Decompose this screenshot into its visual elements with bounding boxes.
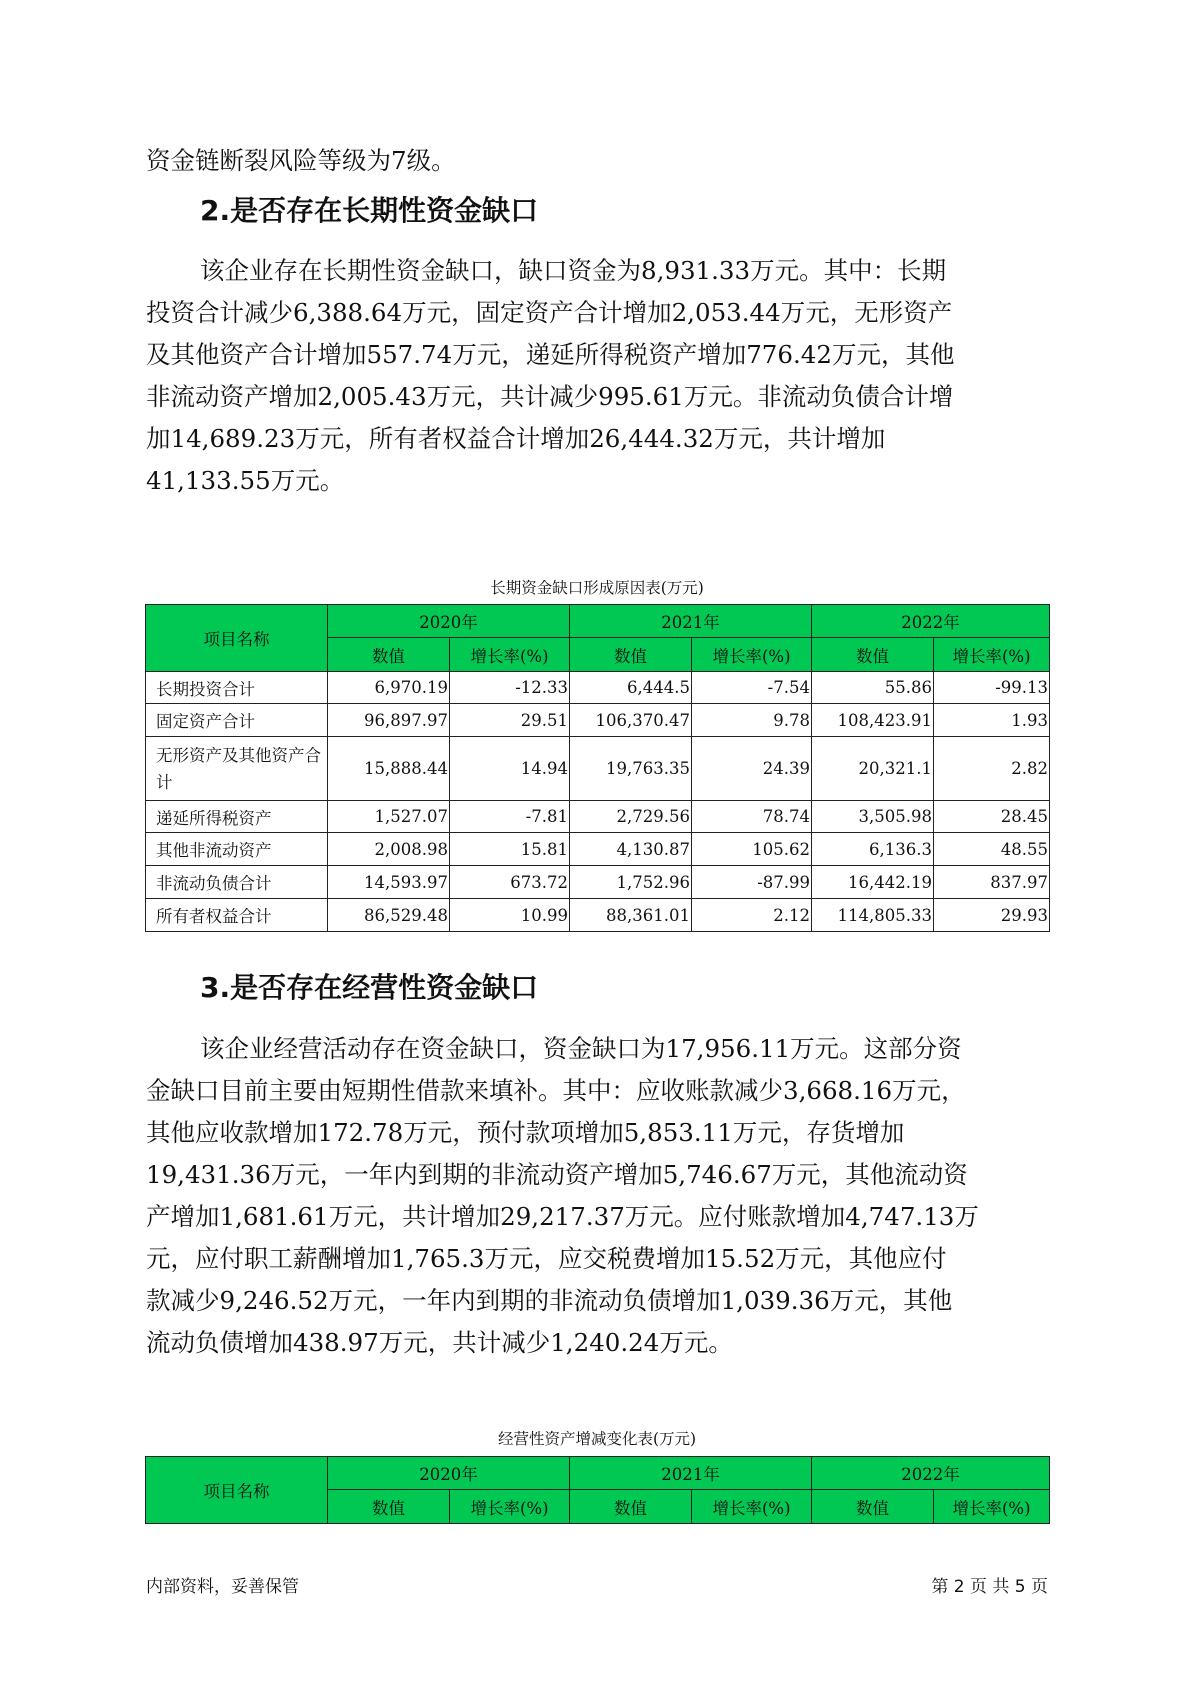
cell-value: 6,970.19 (328, 672, 450, 704)
section2-line: 及其他资产合计增加557.74万元，递延所得税资产增加776.42万元，其他 (146, 340, 955, 369)
cell-value: 4,130.87 (570, 833, 692, 866)
cell-rate: 10.99 (450, 899, 570, 932)
cell-value: 20,321.1 (812, 737, 934, 801)
cell-value: 86,529.48 (328, 899, 450, 932)
rate-subheader: 增长率(%) (934, 1490, 1050, 1524)
section3-line: 元，应付职工薪酬增加1,765.3万元，应交税费增加15.52万元，其他应付 (146, 1244, 947, 1273)
rate-subheader: 增长率(%) (692, 638, 812, 672)
section3-line: 该企业经营活动存在资金缺口，资金缺口为17,956.11万元。这部分资 (200, 1034, 962, 1063)
cell-value: 2,008.98 (328, 833, 450, 866)
cell-rate: 78.74 (692, 801, 812, 833)
cell-value: 114,805.33 (812, 899, 934, 932)
section3-line: 19,431.36万元，一年内到期的非流动资产增加5,746.67万元，其他流动资 (146, 1160, 968, 1189)
cell-rate: 2.82 (934, 737, 1050, 801)
table-row (146, 704, 1050, 737)
cell-rate: 9.78 (692, 704, 812, 737)
section2-line: 该企业存在长期性资金缺口，缺口资金为8,931.33万元。其中：长期 (200, 256, 947, 285)
cell-rate: -87.99 (692, 866, 812, 899)
section2-line: 加14,689.23万元，所有者权益合计增加26,444.32万元，共计增加 (146, 424, 886, 453)
name-header: 项目名称 (146, 605, 328, 672)
table-row (146, 672, 1050, 704)
cell-value: 55.86 (812, 672, 934, 704)
cell-value: 96,897.97 (328, 704, 450, 737)
year-header: 2020年 (328, 605, 570, 638)
cell-value: 1,527.07 (328, 801, 450, 833)
row-name: 所有者权益合计 (146, 899, 328, 932)
cell-value: 108,423.91 (812, 704, 934, 737)
cell-value: 1,752.96 (570, 866, 692, 899)
cell-value: 106,370.47 (570, 704, 692, 737)
row-name: 非流动负债合计 (146, 866, 328, 899)
cell-rate: -7.54 (692, 672, 812, 704)
long-term-gap-table (145, 604, 1050, 932)
cell-rate: 2.12 (692, 899, 812, 932)
cell-value: 3,505.98 (812, 801, 934, 833)
cell-rate: 673.72 (450, 866, 570, 899)
table-row (146, 833, 1050, 866)
section3-line: 金缺口目前主要由短期性借款来填补。其中：应收账款减少3,668.16万元， (146, 1076, 966, 1105)
section3-heading: 3.是否存在经营性资金缺口 (200, 971, 539, 1004)
row-name: 长期投资合计 (146, 672, 328, 704)
section3-line: 流动负债增加438.97万元，共计减少1,240.24万元。 (146, 1328, 733, 1357)
rate-subheader: 增长率(%) (450, 1490, 570, 1524)
section3-paragraph (146, 1028, 1048, 1364)
cell-rate: 15.81 (450, 833, 570, 866)
cell-rate: 29.93 (934, 899, 1050, 932)
footer-notice: 内部资料，妥善保管 (146, 1577, 299, 1597)
row-name: 无形资产及其他资产合计 (146, 737, 328, 801)
cell-value: 19,763.35 (570, 737, 692, 801)
cell-rate: 837.97 (934, 866, 1050, 899)
operating-assets-table (145, 1456, 1050, 1524)
rate-subheader: 增长率(%) (934, 638, 1050, 672)
cell-rate: 29.51 (450, 704, 570, 737)
intro-line: 资金链断裂风险等级为7级。 (146, 146, 456, 175)
section3-line: 产增加1,681.61万元，共计增加29,217.37万元。应付账款增加4,747.13万 (146, 1202, 979, 1231)
cell-rate: 1.93 (934, 704, 1050, 737)
year-header: 2022年 (812, 1457, 1050, 1490)
table-row (146, 866, 1050, 899)
year-header: 2020年 (328, 1457, 570, 1490)
value-subheader: 数值 (570, 638, 692, 672)
table1-caption: 长期资金缺口形成原因表(万元) (490, 579, 704, 597)
rate-subheader: 增长率(%) (450, 638, 570, 672)
value-subheader: 数值 (812, 638, 934, 672)
cell-value: 14,593.97 (328, 866, 450, 899)
section2-heading: 2.是否存在长期性资金缺口 (200, 194, 539, 227)
value-subheader: 数值 (812, 1490, 934, 1524)
year-header: 2021年 (570, 605, 812, 638)
cell-rate: 105.62 (692, 833, 812, 866)
value-subheader: 数值 (570, 1490, 692, 1524)
section3-line: 款减少9,246.52万元，一年内到期的非流动负债增加1,039.36万元，其他 (146, 1286, 953, 1315)
year-header: 2021年 (570, 1457, 812, 1490)
cell-value: 15,888.44 (328, 737, 450, 801)
section3-line: 其他应收款增加172.78万元，预付款项增加5,853.11万元，存货增加 (146, 1118, 905, 1147)
cell-value: 16,442.19 (812, 866, 934, 899)
cell-value: 2,729.56 (570, 801, 692, 833)
section2-paragraph (146, 250, 1048, 502)
table-row (146, 899, 1050, 932)
page-number: 第 2 页 共 5 页 (931, 1577, 1048, 1597)
cell-value: 88,361.01 (570, 899, 692, 932)
cell-rate: 24.39 (692, 737, 812, 801)
name-header: 项目名称 (146, 1457, 328, 1524)
value-subheader: 数值 (328, 638, 450, 672)
row-name: 递延所得税资产 (146, 801, 328, 833)
cell-rate: -7.81 (450, 801, 570, 833)
table2-caption: 经营性资产增减变化表(万元) (497, 1430, 697, 1448)
cell-value: 6,444.5 (570, 672, 692, 704)
cell-rate: -12.33 (450, 672, 570, 704)
row-name: 其他非流动资产 (146, 833, 328, 866)
rate-subheader: 增长率(%) (692, 1490, 812, 1524)
cell-rate: -99.13 (934, 672, 1050, 704)
cell-rate: 28.45 (934, 801, 1050, 833)
section2-line: 非流动资产增加2,005.43万元，共计减少995.61万元。非流动负债合计增 (146, 382, 954, 411)
table-row (146, 737, 1050, 801)
section2-line: 41,133.55万元。 (146, 466, 345, 495)
cell-rate: 48.55 (934, 833, 1050, 866)
year-header: 2022年 (812, 605, 1050, 638)
row-name: 固定资产合计 (146, 704, 328, 737)
table-row (146, 801, 1050, 833)
cell-rate: 14.94 (450, 737, 570, 801)
cell-value: 6,136.3 (812, 833, 934, 866)
section2-line: 投资合计减少6,388.64万元，固定资产合计增加2,053.44万元，无形资产 (146, 298, 953, 327)
value-subheader: 数值 (328, 1490, 450, 1524)
